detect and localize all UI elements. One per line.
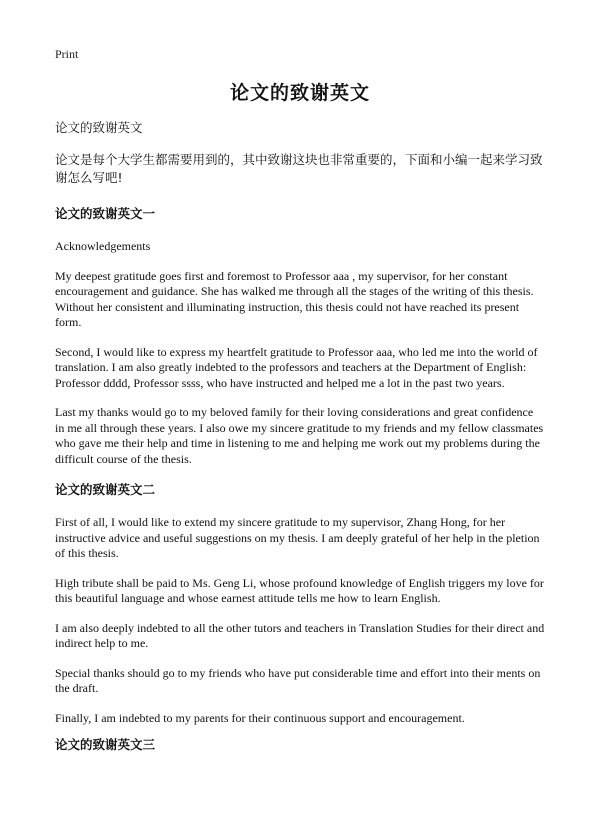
section-2-paragraph-3: I am also deeply indebted to all the other tutors and teachers in Translation Studies for their direct and indirect help to me. — [55, 620, 545, 650]
section-1-paragraph-4: Last my thanks would go to my beloved family for their loving considerations and great confidence in me all through these years. I also owe my sincere gratitude to my friends and my fellow classmates who gave me their help and time in listening to me and helping me work out my problems during the difficult course of the thesis. — [55, 405, 544, 466]
document-subtitle: 论文的致谢英文 — [55, 120, 143, 135]
section-2-paragraph-4: Special thanks should go to my friends who have put considerable time and effort into their ments on the draft. — [55, 665, 541, 695]
page-title: 论文的致谢英文 — [229, 82, 370, 104]
intro-paragraph: 论文是每个大学生都需要用到的，其中致谢这块也非常重要的，下面和小编一起来学习致谢怎么写吧! — [55, 152, 543, 185]
section-heading-2: 论文的致谢英文二 — [55, 482, 156, 497]
section-2-paragraph-1: First of all, I would like to extend my sincere gratitude to my supervisor, Zhang Hong, for her instructive advice and useful suggestions on my thesis. I am deeply grateful of her help in the pletion of this thesis. — [55, 515, 540, 560]
section-heading-3: 论文的致谢英文三 — [55, 737, 156, 752]
section-1-paragraph-1: Acknowledgements — [55, 239, 151, 253]
section-2-paragraph-5: Finally, I am indebted to my parents for their continuous support and encouragement. — [55, 710, 465, 725]
print-link[interactable]: Print — [55, 47, 79, 61]
section-1-paragraph-2: My deepest gratitude goes first and foremost to Professor aaa , my supervisor, for her constant encouragement and guidance. She has walked me through all the stages of the writing of this thesis. Without her consistent and illuminating instruction, this thesis could not have reached its present form. — [55, 268, 534, 329]
section-1-paragraph-3: Second, I would like to express my heartfelt gratitude to Professor aaa, who led me into the world of translation. I am also greatly indebted to the professors and teachers at the Department of English: Professor dddd, Professor ssss, who have instructed and helped me a lot in the past two years. — [55, 344, 538, 390]
section-2-paragraph-2: High tribute shall be paid to Ms. Geng Li, whose profound knowledge of English triggers my love for this beautiful language and whose earnest attitude tells me how to learn English. — [55, 575, 544, 605]
document-body — [55, 119, 545, 770]
section-heading-1: 论文的致谢英文一 — [55, 206, 156, 221]
